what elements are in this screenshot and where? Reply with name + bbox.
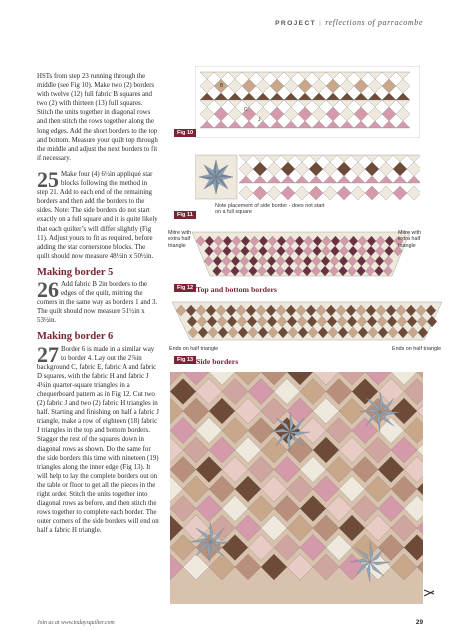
fig11-triangle (337, 176, 351, 183)
fig12-left-note: Mitre with extra half triangle (168, 230, 192, 249)
fig11-triangle (253, 155, 267, 162)
fig11-square (337, 186, 351, 200)
intro-paragraph: HSTs from step 23 running through the middle (see Fig 10). Make two (2) borders with twelve (12) full fabric B squares and two (2) with thirteen (13) full squares. Stitch the units together in diagonal rows and then stitch the rows together along the long edges. Add the short borders to the top and bottom. Measure your quilt top through the middle and adjust the next borders to fit if necessary. (37, 73, 158, 162)
fig11-triangle (295, 155, 309, 162)
fig11-square (351, 162, 365, 176)
step-26 (37, 276, 159, 325)
fig11-triangle (379, 176, 393, 183)
fig11-square (239, 162, 253, 176)
fig10-label: Fig 10 (174, 129, 196, 137)
fig13-diagram (172, 300, 442, 344)
fig13-label: Fig 13 (174, 356, 196, 364)
fig11-square (239, 186, 253, 200)
section-label: PROJECT (275, 20, 317, 27)
fig11-square (281, 186, 295, 200)
step-25 (37, 166, 159, 261)
fig11-square (351, 186, 365, 200)
fig11-square (309, 162, 323, 176)
fig11-triangle (239, 176, 253, 183)
fig11-square (253, 162, 267, 176)
fig11-triangle (323, 176, 337, 183)
fig13-left-note: Ends on half triangle (169, 346, 219, 352)
fig11-square (379, 162, 393, 176)
fig11-triangle (253, 176, 267, 183)
step-text: Border 6 is made in a similar way to border 4. Lay out the 2⅞in background C, fabric E, fabric A and fabric D squares, with the fabric H and fabric J 4¼in quarter-square triangles in a chequerboard pattern as in Fig 12. Cut two (2) fabric J and two (2) fabric H triangles in half. Starting and finishing on half a fabric J triangle, make a row of eighteen (18) fabric J triangles in the top and bottom borders. Stagger the rest of the squares down in diagonal rows as shown. Do the same for the side borders this time with nineteen (19) triangles along the inner edge (Fig 13). It will help to lay the complete borders out on the table or floor to get all the pieces in the right order. Stitch the units together into diagonal rows as before, and then stitch the rows together to complete each border. The outer corners of the side borders will end on half a fabric H triangle. (37, 345, 159, 535)
fig11-triangle (281, 176, 295, 183)
page-number: 29 (415, 619, 423, 626)
fig11-triangle (379, 155, 393, 162)
fig11-square (337, 162, 351, 176)
footer-website: Join us at www.todaysquilter.com (37, 620, 115, 626)
fig11-triangle (281, 155, 295, 162)
fig12-label: Fig 12 (174, 284, 196, 292)
project-title: reflections of parracombe (325, 18, 423, 27)
running-header (275, 18, 423, 27)
fig11-square (393, 186, 407, 200)
fig11-triangle (351, 176, 365, 183)
fig11-square (253, 186, 267, 200)
fig11-triangle (309, 155, 323, 162)
fig11-triangle (393, 176, 407, 183)
fig13-right-note: Ends on half triangle (392, 346, 442, 352)
fig11-square (267, 162, 281, 176)
fig10-diagram (195, 66, 420, 138)
step-text: Add fabric B 2in borders to the edges of the quilt, mitring the corners in the same way as borders 1 and 3. The quilt should now measure 51½in x 53½in. (37, 280, 158, 325)
step-number: 25 (37, 166, 59, 192)
fig10-letter-c: C (244, 107, 248, 113)
fig11-triangle (323, 155, 337, 162)
fig11-triangle (337, 155, 351, 162)
fig11-square (365, 186, 379, 200)
fig11-triangle (393, 155, 407, 162)
fig10-letter-j: J (258, 117, 261, 123)
fig11-square (323, 162, 337, 176)
step-number: 26 (37, 276, 59, 302)
fig11-square (407, 162, 420, 176)
fig11-triangle (239, 155, 253, 162)
fig11-triangle (351, 155, 365, 162)
instructions-column (37, 72, 159, 543)
heading-border-5: Making border 5 (37, 266, 114, 278)
fig11-triangle (365, 176, 379, 183)
quilt-photo (170, 372, 423, 604)
fig13-caption: Side borders (196, 357, 239, 366)
step-text: Make four (4) 6½in appliqué star blocks following the method in step 21. Add to each end of the remaining borders and then add the borders to the sides. Note: The side borders do not start exactly on a full square and it is quite likely that each quilter’s will differ slightly (Fig 11). Adjust yours to fit as required, before adding the star cornerstone blocks. The quilt should now measure 48½in x 50½in. (37, 170, 158, 260)
fig11-square (365, 162, 379, 176)
fig12-diagram (192, 230, 410, 278)
fig11-square (323, 186, 337, 200)
fig12-caption: Top and bottom borders (196, 285, 277, 294)
step-27 (37, 341, 159, 536)
fig11-triangle (407, 155, 420, 162)
fig11-square (393, 162, 407, 176)
fig11-square (407, 186, 420, 200)
fig11-square (379, 186, 393, 200)
heading-border-6: Making border 6 (37, 331, 114, 343)
fig11-label: Fig 11 (174, 211, 196, 219)
fig11-triangle (267, 176, 281, 183)
fig11-triangle (365, 155, 379, 162)
fig11-square (295, 186, 309, 200)
fig11-square (267, 186, 281, 200)
fig11-triangle (309, 176, 323, 183)
fig12-right-note: Mitre with extra half triangle (398, 230, 422, 249)
fig11-triangle (407, 176, 420, 183)
fig10-letter-b: B (220, 83, 224, 89)
fig11-square (281, 162, 295, 176)
step-number: 27 (37, 341, 59, 367)
fig11-square (309, 186, 323, 200)
fig11-triangle (267, 155, 281, 162)
header-separator: | (319, 20, 323, 27)
fig11-triangle (295, 176, 309, 183)
fig11-note: Note placement of side border - does not start on a full square (215, 203, 325, 216)
scissors-icon (423, 588, 435, 598)
fig11-square (295, 162, 309, 176)
